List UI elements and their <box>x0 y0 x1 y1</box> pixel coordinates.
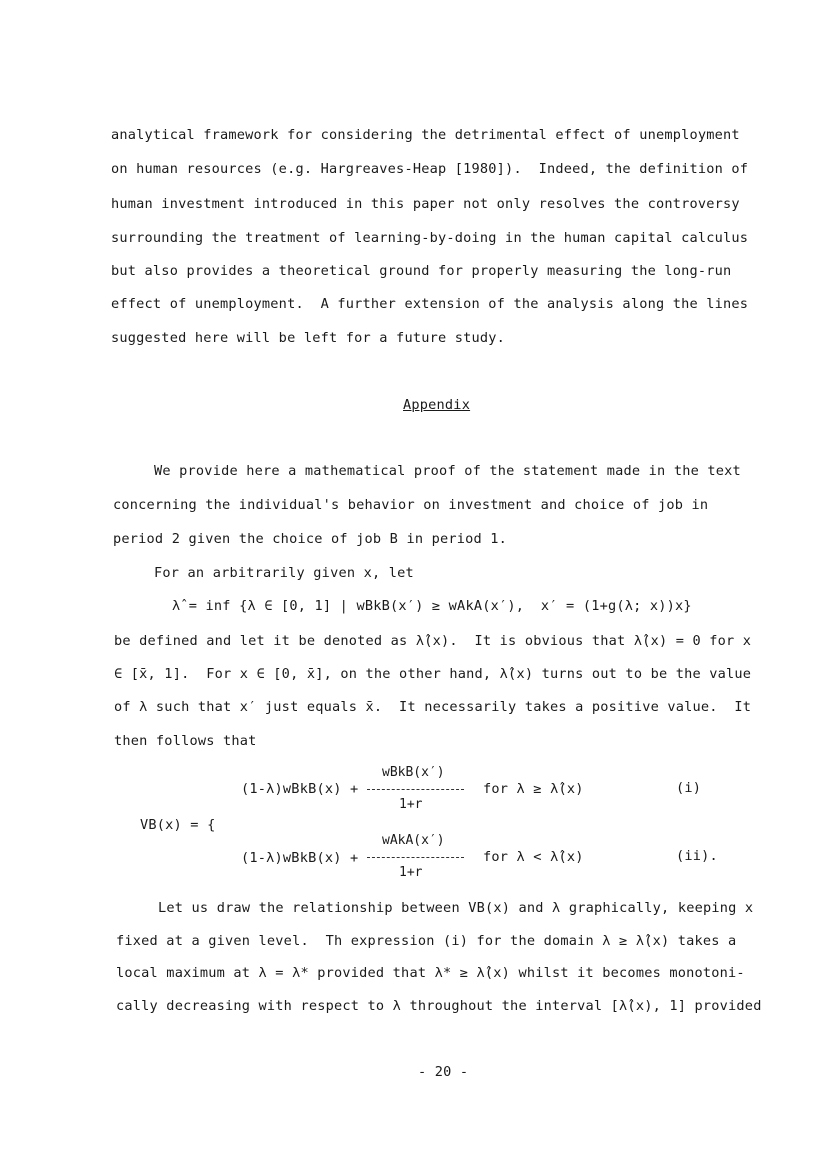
equation-lhs: VB(x) = { <box>140 817 216 833</box>
text-line: fixed at a given level. Th expression (i) for the domain λ ≥ λ̂(x) takes a <box>116 933 737 949</box>
text-line: analytical framework for considering the detrimental effect of unemployment <box>111 127 740 143</box>
text-line: Let us draw the relationship between VB(x) and λ graphically, keeping x <box>158 900 754 916</box>
text-line: local maximum at λ = λ* provided that λ* ≥ λ̂(x) whilst it becomes monotoni- <box>116 965 745 981</box>
section-heading: Appendix <box>403 397 471 413</box>
equation-tag-ii: (ii). <box>676 848 718 864</box>
text-line: be defined and let it be denoted as λ̂(x). It is obvious that λ̂(x) = 0 for x <box>114 633 752 649</box>
equation-case2-denominator: 1+r <box>399 865 423 880</box>
equation-tag-i: (i) <box>676 780 702 796</box>
equation-case1-numerator: wBkB(x′) <box>382 765 445 780</box>
text-line: suggested here will be left for a future study. <box>111 330 506 346</box>
text-line: effect of unemployment. A further extension of the analysis along the lines <box>111 296 749 312</box>
text-line: on human resources (e.g. Hargreaves-Heap [1980]). Indeed, the definition of <box>111 161 749 177</box>
equation-case1-lead: (1-λ)wBkB(x) + <box>241 781 367 797</box>
text-line: concerning the individual's behavior on investment and choice of job in <box>113 497 709 513</box>
lambda-definition: λ̂ = inf {λ ∈ [0, 1] | wBkB(x′) ≥ wAkA(x′), x′ = (1+g(λ; x))x} <box>172 598 692 614</box>
text-line: cally decreasing with respect to λ throughout the interval [λ̂(x), 1] provided <box>116 998 762 1014</box>
text-line: then follows that <box>114 733 257 749</box>
fraction-bar <box>367 789 464 790</box>
text-line: human investment introduced in this paper not only resolves the controversy <box>111 196 740 212</box>
text-line: but also provides a theoretical ground for properly measuring the long-run <box>111 263 732 279</box>
text-line: For an arbitrarily given x, let <box>154 565 414 581</box>
equation-case2-condition: for λ < λ̂(x) <box>483 849 584 865</box>
text-line: ∈ [x̄, 1]. For x ∈ [0, x̄], on the other hand, λ̂(x) turns out to be the value <box>114 666 752 682</box>
equation-case2-lead: (1-λ)wBkB(x) + <box>241 850 367 866</box>
page-number: - 20 - <box>418 1064 469 1080</box>
fraction-bar <box>367 857 464 858</box>
text-line: surrounding the treatment of learning-by-doing in the human capital calculus <box>111 230 749 246</box>
text-line: We provide here a mathematical proof of the statement made in the text <box>154 463 741 479</box>
text-line: of λ such that x′ just equals x̄. It necessarily takes a positive value. It <box>114 699 752 715</box>
equation-case1-condition: for λ ≥ λ̂(x) <box>483 781 584 797</box>
equation-case1-denominator: 1+r <box>399 797 423 812</box>
equation-case2-numerator: wAkA(x′) <box>382 833 445 848</box>
text-line: period 2 given the choice of job B in period 1. <box>113 531 508 547</box>
